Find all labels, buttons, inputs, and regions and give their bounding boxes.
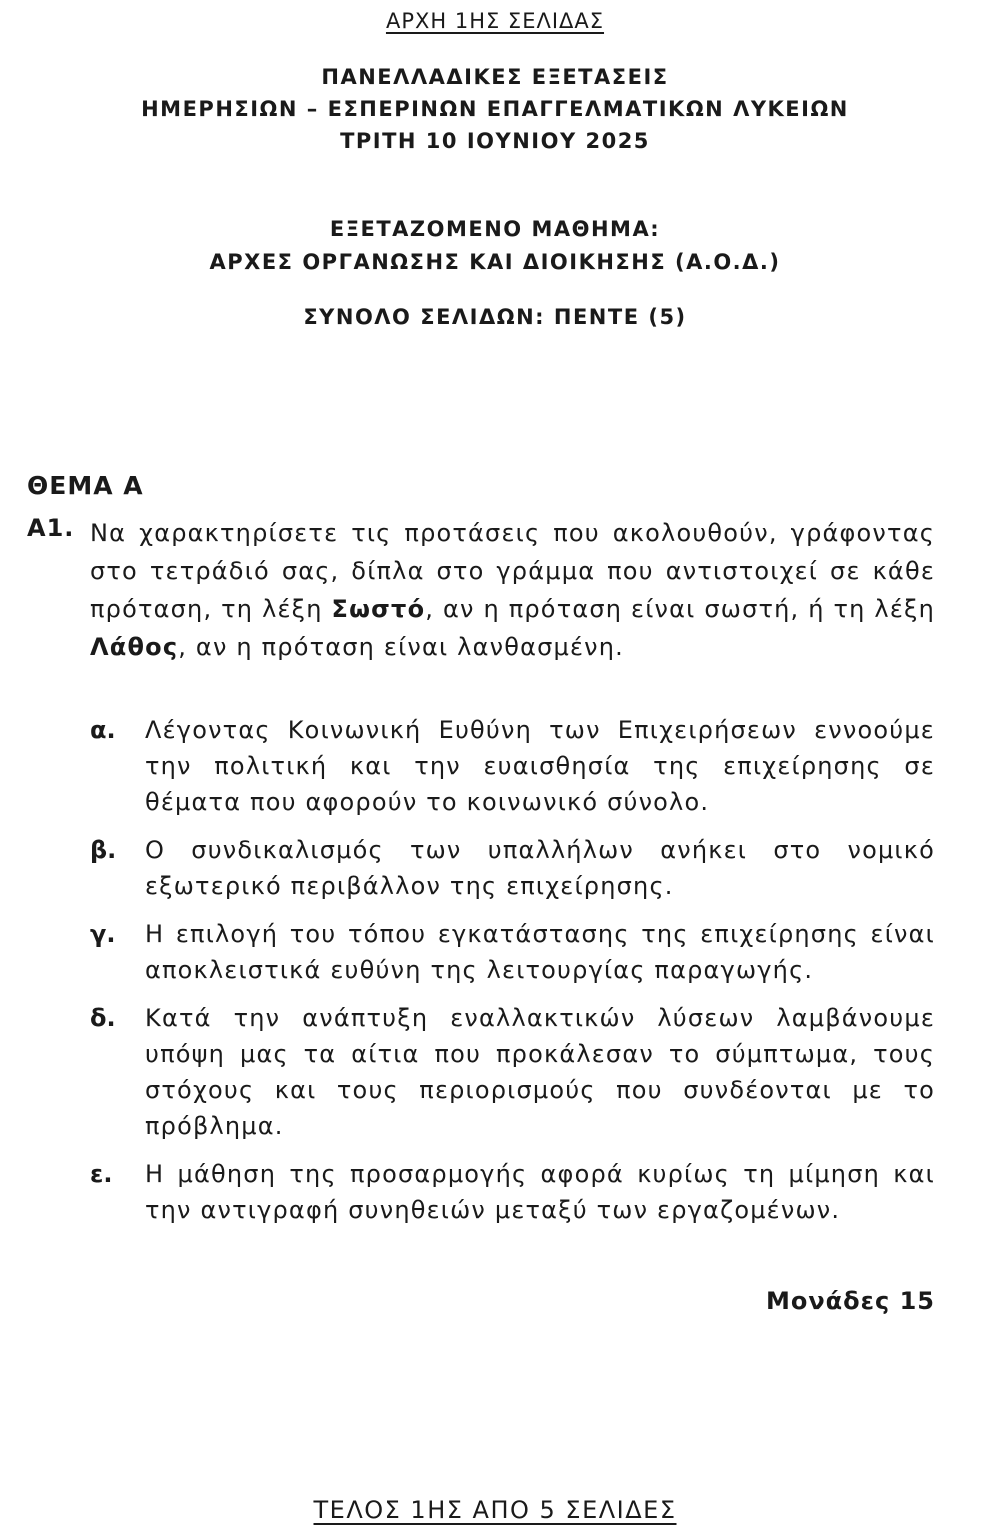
- question-a1: [27, 514, 935, 666]
- total-pages: ΣΥΝΟΛΟ ΣΕΛΙΔΩΝ: ΠΕΝΤΕ (5): [303, 305, 687, 329]
- school-type: ΗΜΕΡΗΣΙΩΝ – ΕΣΠΕΡΙΝΩΝ ΕΠΑΓΓΕΛΜΑΤΙΚΩΝ ΛΥΚΕΙΩΝ: [141, 97, 849, 121]
- question-text-part3: , αν η πρόταση είναι λανθασμένη.: [178, 633, 625, 661]
- question-text-part2: , αν η πρόταση είναι σωστή, ή τη λέξη: [425, 595, 935, 623]
- question-text: [90, 514, 935, 666]
- statement-text: Κατά την ανάπτυξη εναλλακτικών λύσεων λαμβάνουμε υπόψη μας τα αίτια που προκάλεσαν το σύμπτωμα, τους στόχους και τους περιορισμούς που συνδέονται με το πρόβλημα.: [145, 1004, 935, 1140]
- statement-item: [90, 916, 935, 988]
- statement-text: Η επιλογή του τόπου εγκατάστασης της επιχείρησης είναι αποκλειστικά ευθύνη της λειτουργίας παραγωγής.: [145, 920, 935, 984]
- statement-item: [90, 1156, 935, 1228]
- correct-keyword: Σωστό: [331, 595, 426, 623]
- exam-date: ΤΡΙΤΗ 10 ΙΟΥΝΙΟΥ 2025: [340, 129, 650, 153]
- page-start-marker: ΑΡΧΗ 1ΗΣ ΣΕΛΙΔΑΣ: [385, 9, 605, 33]
- statement-label: β.: [90, 836, 117, 864]
- page-end-marker: ΤΕΛΟΣ 1ΗΣ ΑΠΟ 5 ΣΕΛΙΔΕΣ: [313, 1496, 677, 1524]
- statement-label: α.: [90, 716, 116, 744]
- statement-text: Ο συνδικαλισμός των υπαλλήλων ανήκει στο νομικό εξωτερικό περιβάλλον της επιχείρησης.: [145, 836, 935, 900]
- statement-list: [90, 712, 935, 1240]
- statement-label: γ.: [90, 920, 116, 948]
- statement-item: [90, 712, 935, 820]
- question-label: Α1.: [27, 514, 75, 542]
- subject-name: ΑΡΧΕΣ ΟΡΓΑΝΩΣΗΣ ΚΑΙ ΔΙΟΙΚΗΣΗΣ (Α.Ο.Δ.): [209, 250, 781, 274]
- theme-title: ΘΕΜΑ Α: [27, 471, 144, 500]
- statement-text: Λέγοντας Κοινωνική Ευθύνη των Επιχειρήσεων εννοούμε την πολιτική και την ευαισθησία της επιχείρησης σε θέματα που αφορούν το κοινωνικό σύνολο.: [145, 716, 935, 816]
- question-text-part1: Να χαρακτηρίσετε τις προτάσεις που ακολουθούν, γράφοντας στο τετράδιό σας, δίπλα στο γράμμα που αντιστοιχεί σε κάθε πρόταση, τη λέξη: [90, 519, 935, 623]
- wrong-keyword: Λάθος: [90, 633, 179, 661]
- statement-item: [90, 1000, 935, 1144]
- statement-text: Η μάθηση της προσαρμογής αφορά κυρίως τη μίμηση και την αντιγραφή συνηθειών μεταξύ των εργαζομένων.: [145, 1160, 935, 1224]
- statement-label: ε.: [90, 1160, 113, 1188]
- statement-item: [90, 832, 935, 904]
- exam-title: ΠΑΝΕΛΛΑΔΙΚΕΣ ΕΞΕΤΑΣΕΙΣ: [321, 65, 669, 89]
- marks-label: Μονάδες 15: [765, 1287, 935, 1315]
- statement-label: δ.: [90, 1004, 116, 1032]
- subject-label: ΕΞΕΤΑΖΟΜΕΝΟ ΜΑΘΗΜΑ:: [329, 217, 661, 241]
